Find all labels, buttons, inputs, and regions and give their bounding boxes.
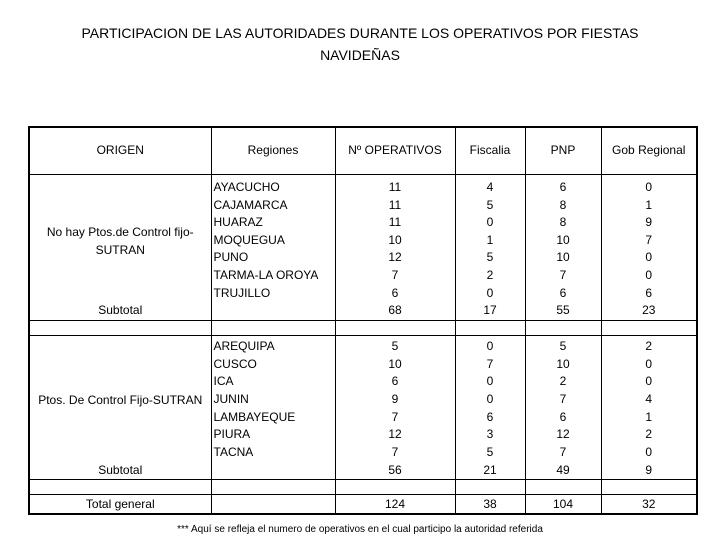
header-regiones: Regiones — [211, 127, 335, 175]
title-line-2: NAVIDEÑAS — [320, 47, 400, 63]
value-cell: 7 — [645, 232, 653, 247]
value-cell: 5 — [486, 197, 494, 212]
value-cell: 11 — [388, 197, 402, 212]
header-operativos: Nº OPERATIVOS — [335, 127, 455, 175]
region-cell: AREQUIPA — [213, 339, 275, 354]
value-cell: 6 — [559, 409, 567, 424]
group-1-rows — [29, 175, 697, 303]
page-title — [0, 22, 720, 66]
header-pnp: PNP — [525, 127, 601, 175]
region-cell: MOQUEGUA — [213, 232, 285, 247]
region-cell: JUNIN — [213, 391, 249, 406]
value-cell: 8 — [559, 215, 567, 230]
value-cell: 7 — [391, 444, 399, 459]
value-cell: 4 — [645, 391, 653, 406]
value-cell: 2 — [559, 374, 567, 389]
value-cell: 0 — [645, 374, 653, 389]
value-cell: 6 — [486, 409, 494, 424]
value-cell: 0 — [486, 285, 494, 300]
region-cell: LAMBAYEQUE — [213, 409, 296, 424]
operativos-table — [28, 126, 698, 515]
value-cell: 0 — [645, 356, 653, 371]
group-1-gob-regional — [601, 175, 697, 303]
value-cell: 5 — [391, 339, 399, 354]
subtotal-fiscalia: 21 — [455, 461, 525, 480]
value-cell: 8 — [559, 197, 567, 212]
value-cell: 12 — [388, 427, 402, 442]
header-row — [29, 127, 697, 175]
value-cell: 10 — [556, 232, 570, 247]
value-cell: 2 — [486, 267, 494, 282]
spacer-row — [29, 480, 697, 495]
group-1-regiones — [211, 175, 335, 303]
region-cell: CAJAMARCA — [213, 197, 288, 212]
value-cell: 12 — [556, 427, 570, 442]
total-pnp: 104 — [525, 495, 601, 515]
total-fiscalia: 38 — [455, 495, 525, 515]
value-cell: 0 — [486, 339, 494, 354]
group-2-pnp — [525, 336, 601, 462]
subtotal-label: Subtotal — [98, 303, 143, 318]
value-cell: 5 — [559, 339, 567, 354]
value-cell: 6 — [391, 374, 399, 389]
value-cell: 9 — [391, 391, 399, 406]
value-cell: 0 — [645, 444, 653, 459]
value-cell: 1 — [486, 232, 494, 247]
subtotal-operativos: 68 — [335, 302, 455, 321]
value-cell: 7 — [559, 267, 567, 282]
subtotal-label: Subtotal — [98, 462, 143, 477]
value-cell: 10 — [556, 250, 570, 265]
value-cell: 7 — [559, 391, 567, 406]
region-cell: PIURA — [213, 427, 251, 442]
value-cell: 2 — [645, 339, 653, 354]
value-cell: 6 — [645, 285, 653, 300]
value-cell: 5 — [486, 250, 494, 265]
region-cell: TACNA — [213, 444, 254, 459]
total-row — [29, 495, 697, 515]
value-cell: 10 — [388, 232, 402, 247]
value-cell: 0 — [486, 215, 494, 230]
value-cell: 0 — [486, 391, 494, 406]
value-cell: 2 — [645, 427, 653, 442]
region-cell: CUSCO — [213, 356, 257, 371]
region-cell: TARMA-LA OROYA — [213, 267, 319, 282]
group-2-subtotal-row — [29, 461, 697, 480]
value-cell: 0 — [645, 180, 653, 194]
group-2-operativos — [335, 336, 455, 462]
value-cell: 10 — [388, 356, 402, 371]
subtotal-gob-regional: 23 — [601, 302, 697, 321]
value-cell: 5 — [486, 444, 494, 459]
value-cell: 6 — [559, 180, 567, 194]
group-2-gob-regional — [601, 336, 697, 462]
subtotal-gob-regional: 9 — [601, 461, 697, 480]
total-gob-regional: 32 — [601, 495, 697, 515]
value-cell: 10 — [556, 356, 570, 371]
subtotal-pnp: 49 — [525, 461, 601, 480]
value-cell: 12 — [388, 250, 402, 265]
group-1-fiscalia — [455, 175, 525, 303]
group-2-origen: Ptos. De Control Fijo-SUTRAN — [38, 392, 203, 407]
subtotal-fiscalia: 17 — [455, 302, 525, 321]
value-cell: 0 — [486, 374, 494, 389]
value-cell: 11 — [388, 180, 402, 194]
value-cell: 6 — [391, 285, 399, 300]
title-line-1: PARTICIPACION DE LAS AUTORIDADES DURANTE LOS OPERATIVOS POR FIESTAS — [81, 25, 639, 41]
value-cell: 7 — [391, 409, 399, 424]
total-label: Total general — [85, 496, 155, 511]
region-cell: AYACUCHO — [213, 180, 280, 194]
header-origen: ORIGEN — [29, 127, 211, 175]
total-operativos: 124 — [335, 495, 455, 515]
value-cell: 4 — [486, 180, 494, 194]
subtotal-pnp: 55 — [525, 302, 601, 321]
value-cell: 7 — [559, 444, 567, 459]
group-2-regiones — [211, 336, 335, 462]
value-cell: 9 — [645, 215, 653, 230]
footnote: *** Aquí se refleja el numero de operativos en el cual participo la autoridad referida — [177, 524, 543, 535]
header-gob-regional: Gob Regional — [601, 127, 697, 175]
subtotal-operativos: 56 — [335, 461, 455, 480]
group-1-origen: No hay Ptos.de Control fijo-SUTRAN — [46, 224, 194, 257]
group-1-subtotal-row — [29, 302, 697, 321]
value-cell: 7 — [486, 356, 494, 371]
value-cell: 1 — [645, 409, 653, 424]
spacer-row — [29, 321, 697, 336]
value-cell: 0 — [645, 267, 653, 282]
group-2-fiscalia — [455, 336, 525, 462]
region-cell: TRUJILLO — [213, 285, 271, 300]
value-cell: 3 — [486, 427, 494, 442]
group-1-operativos — [335, 175, 455, 303]
value-cell: 6 — [559, 285, 567, 300]
value-cell: 7 — [391, 267, 399, 282]
region-cell: PUNO — [213, 250, 249, 265]
header-fiscalia: Fiscalia — [455, 127, 525, 175]
value-cell: 0 — [645, 250, 653, 265]
group-1-pnp — [525, 175, 601, 303]
region-cell: ICA — [213, 374, 234, 389]
region-cell: HUARAZ — [213, 215, 263, 230]
group-2-rows — [29, 336, 697, 462]
value-cell: 11 — [388, 215, 402, 230]
value-cell: 1 — [645, 197, 653, 212]
